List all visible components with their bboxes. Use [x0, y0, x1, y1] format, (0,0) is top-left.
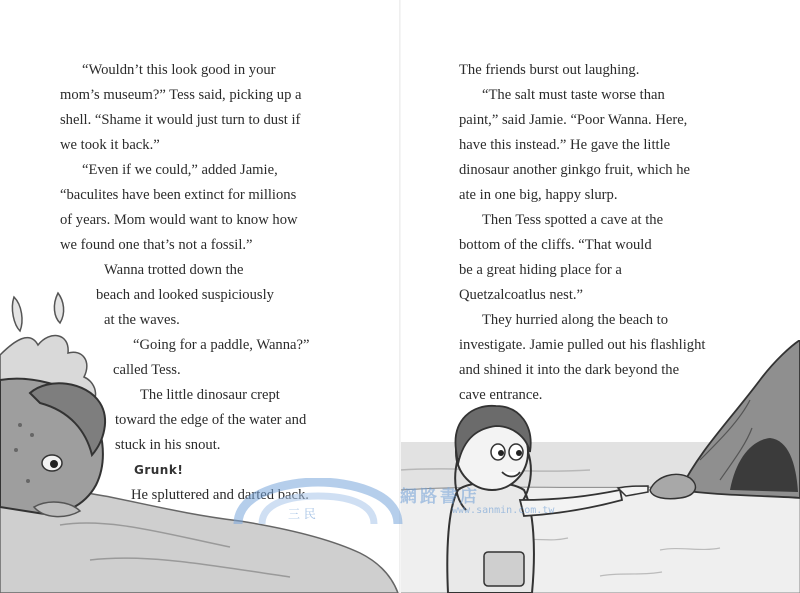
left-text-line: at the waves.	[104, 312, 180, 328]
left-text-line: mom’s museum?” Tess said, picking up a	[60, 87, 302, 103]
right-text-line: and shined it into the dark beyond the	[459, 362, 680, 378]
right-text-line: “The salt must taste worse than	[482, 87, 665, 103]
right-text-line: They hurried along the beach to	[482, 312, 668, 328]
left-text-line: “Going for a paddle, Wanna?”	[133, 337, 310, 353]
left-text-line: stuck in his snout.	[115, 437, 221, 453]
left-text-line: “baculites have been extinct for millions	[60, 187, 297, 203]
left-text-line: Wanna trotted down the	[104, 262, 244, 278]
left-text-line: called Tess.	[113, 362, 181, 378]
right-text-line: bottom of the cliffs. “That would	[459, 237, 652, 253]
right-text-line: paint,” said Jamie. “Poor Wanna. Here,	[459, 112, 688, 128]
right-text-line: investigate. Jamie pulled out his flashlight	[459, 337, 706, 353]
watermark-url: www.sanmin.com.tw	[452, 505, 555, 516]
right-text-line: cave entrance.	[459, 387, 543, 403]
right-text-line: ate in one big, happy slurp.	[459, 187, 618, 203]
watermark-text: 網路書店	[400, 487, 480, 507]
right-text-line: The friends burst out laughing.	[459, 62, 640, 78]
left-text-line: The little dinosaur crept	[140, 387, 280, 403]
left-text-line: beach and looked suspiciously	[96, 287, 274, 303]
right-text-line: dinosaur another ginkgo fruit, which he	[459, 162, 691, 178]
watermark-glyphs: 三 民	[288, 507, 316, 521]
right-text-line: Then Tess spotted a cave at the	[482, 212, 664, 228]
left-text-line: we took it back.”	[60, 137, 160, 153]
right-text-line: have this instead.” He gave the little	[459, 137, 671, 153]
right-text-line: Quetzalcoatlus nest.”	[459, 287, 583, 303]
sound-effect-grunk: Grunk!	[134, 463, 184, 477]
right-text-line: be a great hiding place for a	[459, 262, 622, 278]
left-text-line: He spluttered and darted back.	[131, 487, 309, 503]
left-text-line: toward the edge of the water and	[115, 412, 307, 428]
left-text-line: we found one that’s not a fossil.”	[60, 237, 253, 253]
left-text-line: “Even if we could,” added Jamie,	[82, 162, 278, 178]
left-text-line: “Wouldn’t this look good in your	[82, 62, 276, 78]
left-text-line: of years. Mom would want to know how	[60, 212, 298, 228]
left-text-line: shell. “Shame it would just turn to dust if	[60, 112, 301, 128]
